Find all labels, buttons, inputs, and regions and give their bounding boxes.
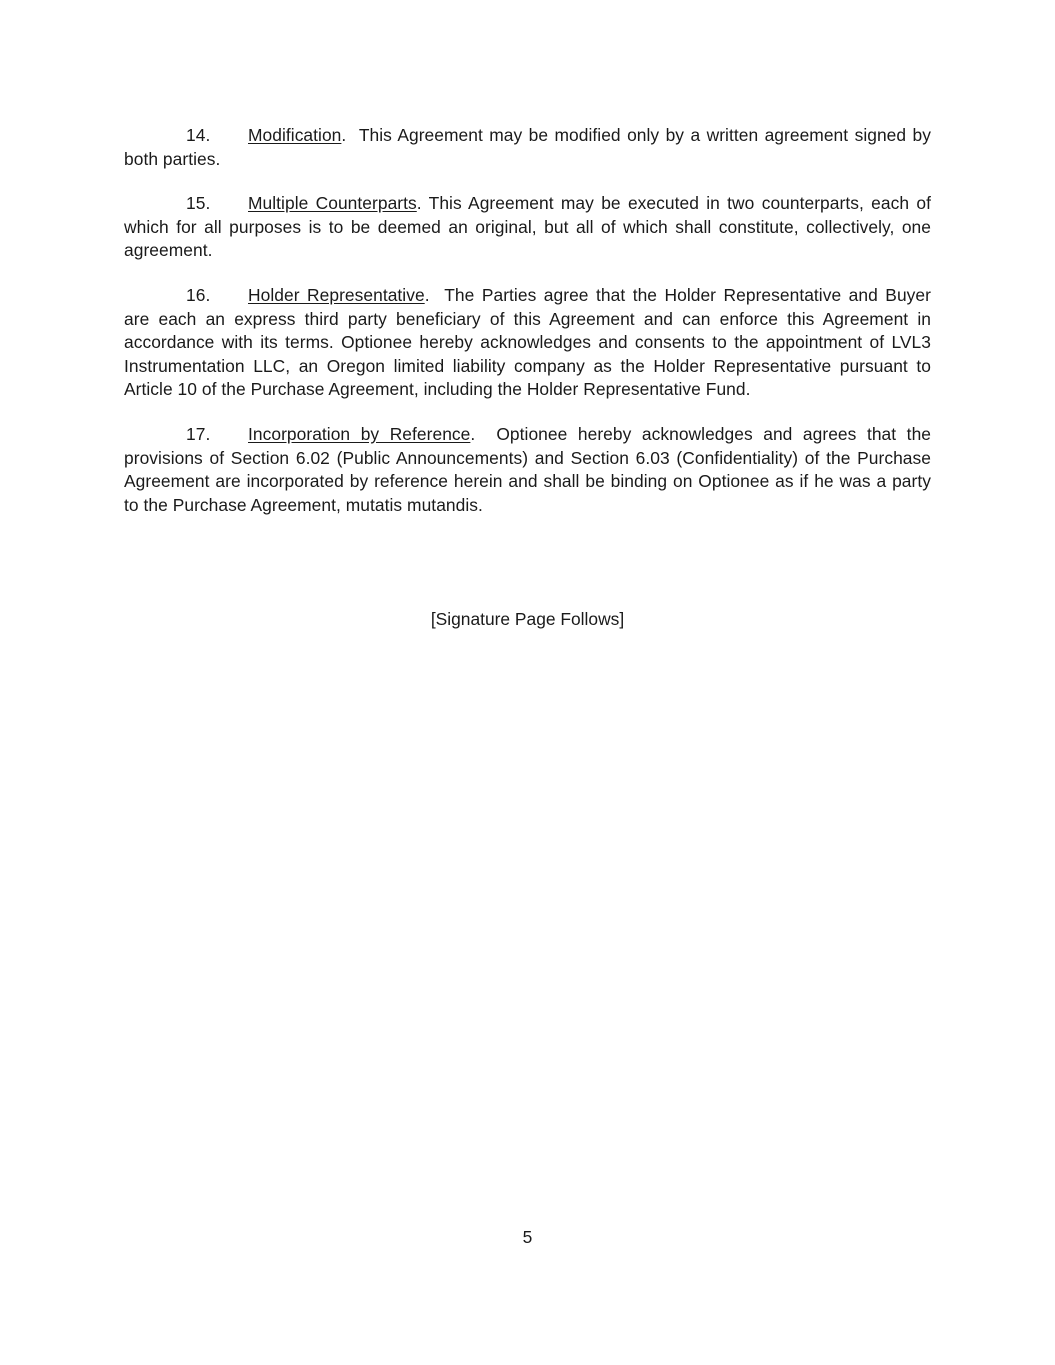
section-17	[124, 423, 931, 517]
section-text: Optionee hereby acknowledges and agrees that the provisions of Section 6.02 (Public Announcements) and Section 6.03 (Confidentiality) of the Purchase Agreement are incorporated by reference herein and shall be binding on Optionee as if he was a party to the Purchase Agreement, mutatis mutandis.	[124, 423, 932, 515]
section-14	[124, 124, 931, 171]
section-number: 14.	[186, 125, 211, 145]
section-text: This Agreement may be modified only by a written agreement signed by both parties.	[124, 125, 931, 169]
section-15	[124, 192, 931, 263]
section-text: The Parties agree that the Holder Representative and Buyer are each an express third party beneficiary of this Agreement and can enforce this Agreement in accordance with its terms. Optionee hereby acknowledges and consents to the appointment of LVL3 Instrumentation LLC, an Oregon limited liability company as the Holder Representative pursuant to Article 10 of the Purchase Agreement, including the Holder Representative Fund.	[124, 284, 931, 400]
section-heading: Modification	[248, 125, 342, 145]
section-heading: Incorporation by Reference	[248, 423, 471, 444]
document-body	[124, 124, 931, 538]
section-number: 16.	[186, 284, 211, 305]
heading-period: .	[424, 284, 430, 305]
heading-period: .	[470, 423, 476, 444]
section-number: 15.	[186, 193, 211, 214]
page-number: 5	[522, 1227, 533, 1247]
section-heading: Multiple Counterparts	[248, 193, 417, 214]
signature-page-note: [Signature Page Follows]	[430, 609, 625, 629]
section-heading: Holder Representative	[248, 284, 425, 305]
section-number: 17.	[186, 423, 211, 444]
heading-period: .	[416, 193, 422, 214]
section-text: This Agreement may be executed in two counterparts, each of which for all purposes is to be deemed an original, but all of which shall constitute, collectively, one agreement.	[124, 193, 931, 261]
section-16	[124, 284, 931, 402]
heading-period: .	[341, 125, 347, 145]
